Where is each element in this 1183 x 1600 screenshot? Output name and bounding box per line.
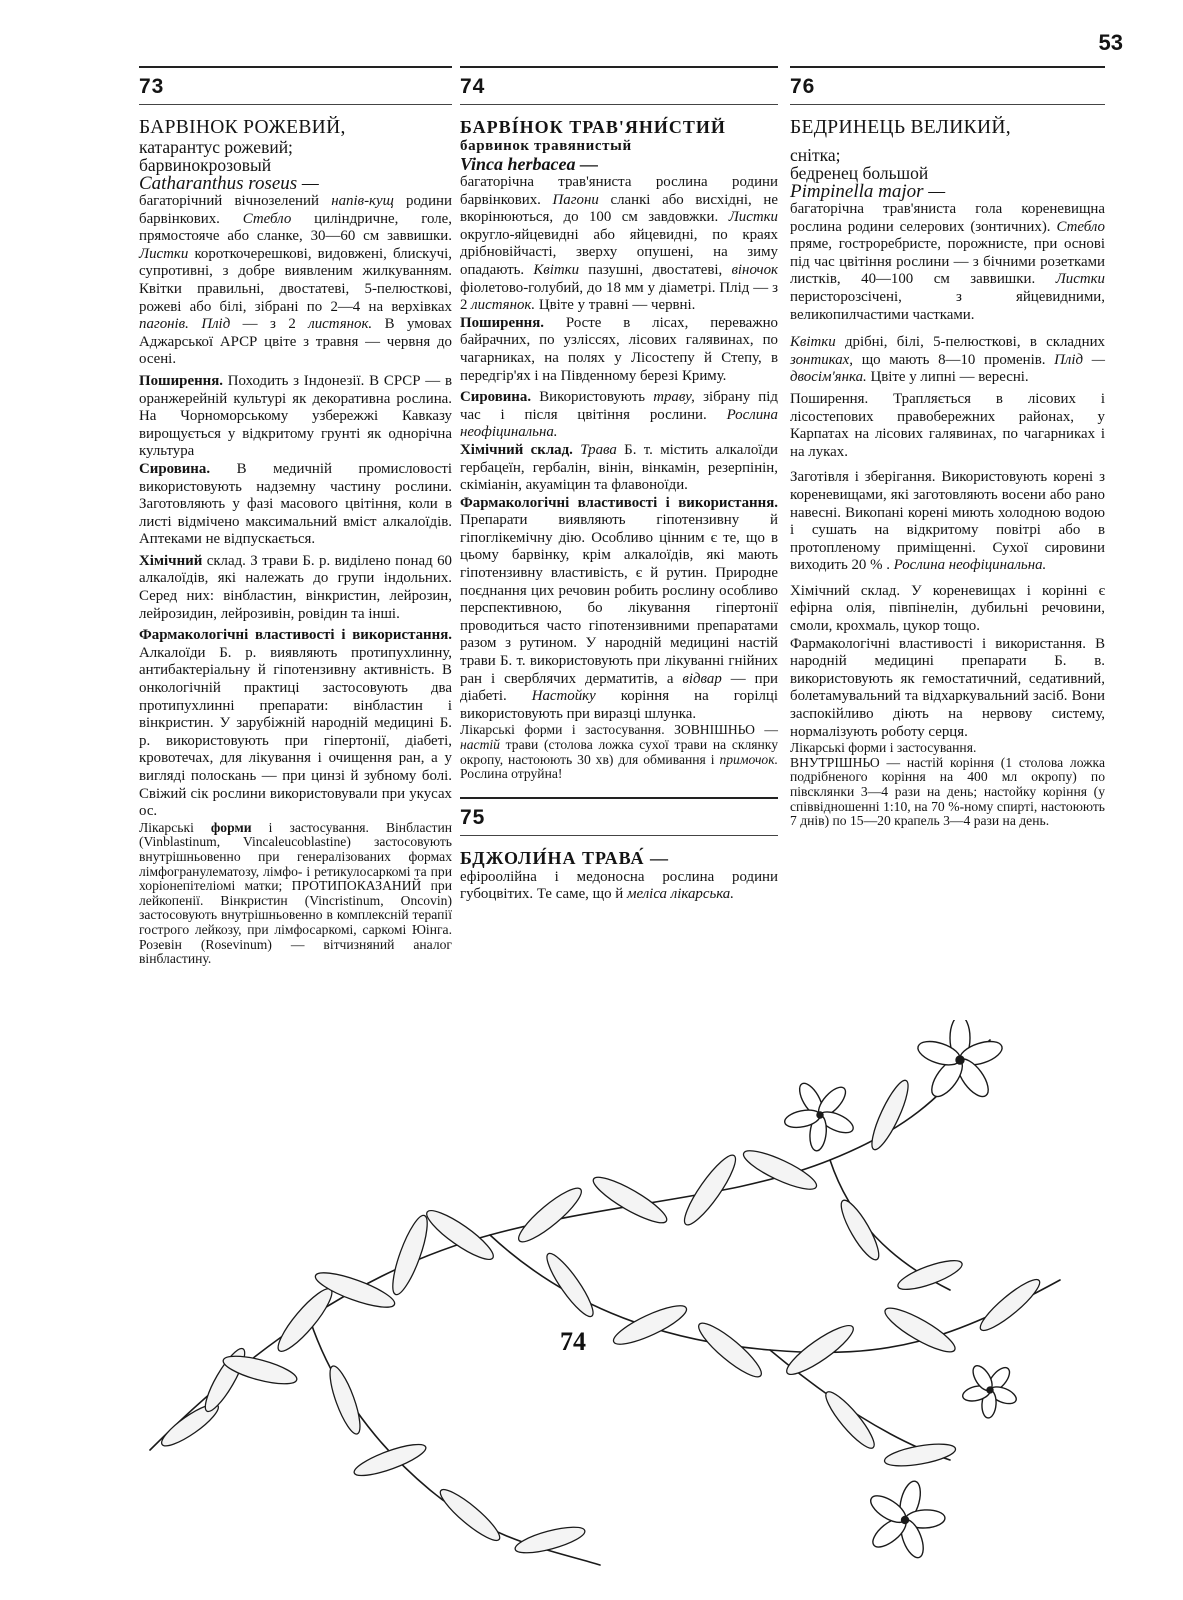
column-entry-76 <box>790 66 1105 829</box>
periwinkle-illustration <box>130 1020 1130 1580</box>
leaf <box>272 1283 339 1357</box>
entry-synonym: бедренец большой <box>790 163 929 183</box>
entry-synonym: барвинокрозовый <box>139 155 272 175</box>
leaf <box>324 1363 366 1437</box>
latin-name: Pimpinella major — <box>790 181 946 202</box>
leaf <box>975 1274 1045 1337</box>
pharmacology-paragraph: Фармакологічні властивості і використання. В народній медицині препарати Б. в. використовують як гемостатичний, седативний, болетамувальний та відхаркувальний засіб. Вони заспокійливо діють на нервову систему, нормалізують роботу серця. <box>790 635 1105 740</box>
chemistry-paragraph: Хімічний склад. Трава Б. т. містить алкалоїди гербацеїн, гербалін, вінін, вінкамін, резерпінін, скіміанін, акуаміцин та флавоноїди. <box>460 441 778 494</box>
leaf <box>895 1255 965 1295</box>
chemistry-paragraph: Хімічний склад. У кореневищах і корінні є ефірна олія, півпінелін, дубильні речовини, смоли, крохмаль, цукор тощо. <box>790 582 1105 635</box>
distribution-paragraph: Поширення. Трапляється в лісових і лісостепових правобережних районах, у Карпатах на лісових галявинах, по чагарниках і на луках. <box>790 390 1105 460</box>
harvesting-paragraph: Заготівля і зберігання. Використовують корені з кореневищами, які заготовляють восени або рано навесні. Викопані корені миють холодною водою і сушать на відкритому повітрі або в протопленому приміщенні. Сухої сировини виходить 20 % . Рослина неофіцинальна. <box>790 469 1105 574</box>
distribution-paragraph: Поширення. Росте в лісах, переважно байрачних, по узліссях, лісових галявинах, по чагарниках, на полях у Лісостепу й Степу, в передгір'ях і на Південному березі Криму. <box>460 314 778 384</box>
leaf <box>386 1212 434 1298</box>
raw-material-paragraph: Сировина. Використовують траву, зібрану під час і після цвітіння рослини. Рослина неофіцинальна. <box>460 389 778 441</box>
leaf <box>435 1484 505 1547</box>
latin-name: Catharanthus roseus — <box>139 173 319 194</box>
distribution-paragraph: Поширення. Походить з Індонезії. В СРСР — в оранжерейній культурі як декоративна рослина. На Чорноморському узбережжі Кавказу вирощується у відкритому грунті як однорічна культура <box>139 372 452 460</box>
page-number: 53 <box>1098 30 1123 55</box>
flower <box>915 1020 1005 1101</box>
dosage-forms-paragraph: Лікарські форми і застосування. ЗОВНІШНЬО — настій трави (столова ложка сухої трави на склянку окропу, настоюють 30 хв) для обмивання і примочок. Рослина отруйна! <box>460 722 778 782</box>
entry-header <box>460 66 778 105</box>
leaf <box>678 1150 743 1230</box>
leaf <box>421 1204 498 1266</box>
flower <box>951 1350 1030 1429</box>
leaf <box>199 1344 251 1415</box>
pharmacology-paragraph: Фармакологічні властивості і використання. Препарати виявляють гіпотензивну й гіпоглікемічну дію. Особливо цінним є те, що в цьому барвінку, крім алкалоїдів, які мають гіпотензивну властивість, є й рутин. Природне поєднання цих речовин робить рослину особливо перспективною, бо лікування гіпертонії проводиться часто гіпотензивними препаратами разом з рутином. У народній медицині настій трави Б. т. використовують при лікуванні гнійних ран і сверблячих дерматитів, а відвар — при діабеті. Настойку коріння на горілці використовують при виразці шлунка. <box>460 494 779 722</box>
entry-number: 74 <box>460 75 486 98</box>
entry-title: БДЖОЛИ́НА ТРАВА́ — <box>460 847 670 868</box>
leaf <box>835 1196 885 1264</box>
figure-label: 74 <box>560 1327 586 1356</box>
raw-material-paragraph: Сировина. В медичній промисловості використовують надземну частину рослини. Заготовляють у фазі масового цвітіння, коли в листі відмічено максимальний вміст алкалоїдів. Аптеками не відпускається. <box>139 460 452 548</box>
column-entry-74 <box>460 66 778 904</box>
leaf <box>883 1440 957 1470</box>
leaf <box>866 1077 914 1153</box>
leaf <box>880 1301 959 1358</box>
stem <box>310 1320 600 1565</box>
entry-75-text: ефіроолійна і медоносна рослина родини губоцвітих. Те саме, що й меліса лікарська. <box>460 868 778 903</box>
entry-title: БАРВІ́НОК ТРАВ'ЯНИ́СТИЙ <box>460 117 726 137</box>
description-paragraph: багаторічний вічнозелений напів-кущ родини барвінкових. Стебло циліндричне, голе, прямостояче або сланке, 30—60 см заввишки. Листки короткочерешкові, видовжені, блискучі, супротивні, з добре виявленим жилкуванням. Квітки правильні, двостатеві, 5-пелюсткові, рожеві або білі, зібрані по 2—4 на верхівках пагонів. Плід — з 2 листянок. В умовах Аджарської АРСР цвіте з травня — червня до осені. <box>139 193 452 368</box>
description-paragraph: багаторічна трав'яниста гола кореневищна рослина родини селерових (зонтичних). Стебло пряме, гостроребристе, порожнисте, при основі під час цвітіння рослини — з бічними розетками листків, 40—100 см заввишки. Листки перисторозсічені, з яйцевидними, великопилчастими частками. <box>790 201 1105 323</box>
leaf <box>740 1144 821 1196</box>
entry-75 <box>460 797 778 904</box>
entry-header <box>460 797 778 836</box>
entry-title: БАРВІНОК РОЖЕВИЙ, <box>139 117 346 138</box>
leaf <box>820 1387 880 1454</box>
dosage-forms-paragraph: ВНУТРІШНЬО — настій коріння (1 столова ложка подрібненого коріння на 400 мл окропу) по півсклянки 3—4 рази на день; настойку коріння (у співвідношенні 1:10, на 70 %-ному спирті, настоюють 7 днів) по 15—20 крапель 3—4 рази на день. <box>790 754 1105 829</box>
entry-number: 75 <box>460 805 486 829</box>
leaf <box>541 1249 599 1322</box>
pharmacology-paragraph: Фармакологічні властивості і використання. Алкалоїди Б. р. виявляють протипухлинну, антибактеріальну й гіпотензивну активність. В онкологічній практиці застосовують два протипухлинні препарати: вінбластин і вінкристин. У зарубіжній народній медицині Б. р. використовують при гіпертонії, діабеті, кровотечах, для лікування і очищення ран, а у вигляді полоскань — при цинзі й зубному болі. Свіжий сік рослини використовували при укусах ос. <box>139 627 452 820</box>
column-entry-73 <box>139 66 452 967</box>
dosage-forms-paragraph: Лікарські форми і застосування. Вінбластин (Vinblastinum, Vincaleucoblastine) застосовують внутрішньовенно при генералізованих формах лімфогранулематозу, лімфо- і ретикулосаркомі та при хоріонепітеліомі матки; ПРОТИПОКАЗАНИЙ при лейкопенії. Вінкристин (Vincristinum, Oncovin) застосовують внутрішньовенно в комплексній терапії гострого лейкозу, при лімфосаркомі, саркомі Юінга. Розевін (Rosevinum) — вітчизняний аналог вінбластину. <box>139 819 452 967</box>
flower <box>856 1471 955 1567</box>
latin-name: Vinca herbacea — <box>460 154 598 174</box>
leaf <box>610 1299 691 1351</box>
dosage-forms-heading: Лікарські форми і застосування. <box>790 740 977 756</box>
leaf <box>693 1317 767 1384</box>
entry-synonym: снітка; <box>790 145 841 165</box>
description-paragraph: багаторічна трав'яниста рослина родини барвінкових. Пагони сланкі або висхідні, не вкорінюються, до 100 см завдовжки. Листки округло-яйцевидні або яйцевидні, по краях дрібновійчасті, зверху опушені, на зиму опадають. Квітки пазушні, двостатеві, віночок фіолетово-голубий, до 18 мм у діаметрі. Плід — з 2 листянок. Цвіте у травні — червні. <box>460 174 779 314</box>
entry-number: 76 <box>790 75 816 98</box>
entry-header <box>139 66 452 105</box>
leaf <box>351 1439 429 1482</box>
leaf <box>513 1522 587 1558</box>
entry-synonym: катарантус рожевий; <box>139 137 293 157</box>
flower <box>770 1065 868 1162</box>
entry-number: 73 <box>139 75 165 98</box>
chemistry-paragraph: Хімічний склад. З трави Б. р. виділено понад 60 алкалоїдів, які належать до групи індольних. Серед них: вінбластин, вінкристин, лейрозин, лейрозидин, лейрозивін, ровідин та інші. <box>139 552 452 622</box>
leaf <box>781 1319 858 1381</box>
entry-header <box>790 66 1105 105</box>
leaf <box>589 1170 672 1229</box>
description-paragraph-2: Квітки дрібні, білі, 5-пелюсткові, в складних зонтиках, що мають 8—10 променів. Плід — двосім'янка. Цвіте у липні — вересні. <box>790 334 1105 386</box>
entry-title: БЕДРИНЕЦЬ ВЕЛИКИЙ, <box>790 117 1011 138</box>
entry-synonym: барвинок травянистый <box>460 138 632 154</box>
